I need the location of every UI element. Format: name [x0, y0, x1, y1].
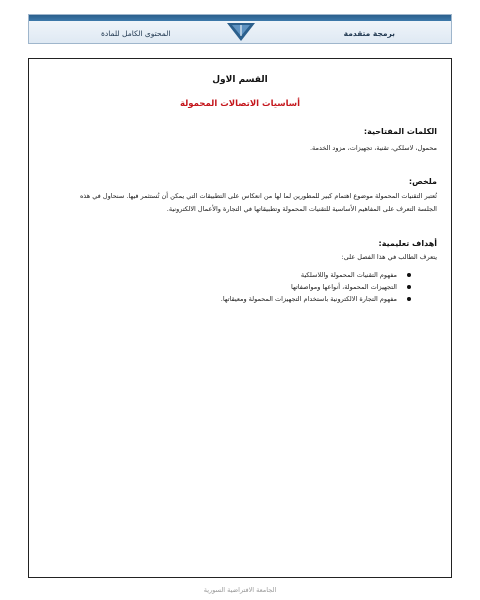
bullet-icon [407, 297, 411, 301]
header-bar [28, 14, 452, 44]
bullet-icon [407, 273, 411, 277]
document-page [28, 58, 452, 578]
full-content-link[interactable]: المحتوى الكامل للمادة [101, 29, 171, 38]
chevron-down-icon[interactable] [221, 21, 261, 43]
chapter-title: أساسيات الاتصالات المحمولة [179, 99, 301, 109]
course-title: برمجة متقدمة [343, 29, 395, 38]
objectives-heading: أهداف تعليمية: [378, 239, 437, 248]
summary-line-1: تُعتبر التقنيات المحمولة موضوع اهتمام كبير للمطورين لما لها من انعكاس على التطبيقات التي يمكن أن تُستثمر فيها. سنحاول في هذه [79, 192, 437, 200]
footer-text: الجامعة الافتراضية السورية [203, 586, 277, 594]
objectives-list [59, 269, 411, 305]
list-item: التجهيزات المحمولة، أنواعها ومواصفاتها [59, 281, 411, 293]
keywords-heading: الكلمات المفتاحية: [363, 127, 437, 136]
summary-heading: ملخص: [408, 177, 437, 186]
keywords-text: محمول، لاسلكي، تقنية، تجهيزات، مزود الخدمة. [309, 144, 437, 152]
summary-line-2: الجلسة التعرف على المفاهيم الأساسية للتقنيات المحمولة وتطبيقاتها في التجارة والأعمال الالكترونية. [166, 205, 437, 213]
list-item: مفهوم التقنيات المحمولة واللاسلكية [59, 269, 411, 281]
section-label: القسم الاول [212, 75, 268, 85]
bullet-icon [407, 285, 411, 289]
list-item: مفهوم التجارة الالكترونية باستخدام التجهيزات المحمولة ومعيقاتها. [59, 293, 411, 305]
objectives-intro: يتعرف الطالب في هذا الفصل على: [341, 253, 437, 261]
